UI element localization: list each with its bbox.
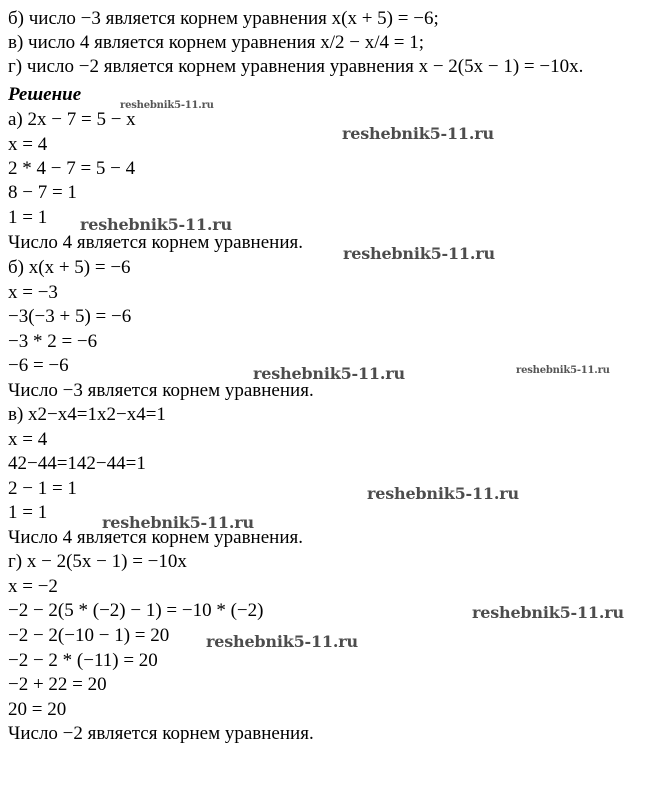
watermark: reshebnik5-11.ru: [342, 124, 494, 143]
watermark: reshebnik5-11.ru: [120, 100, 214, 111]
solution-g-conclusion: Число −2 является корнем уравнения.: [8, 723, 314, 744]
watermark: reshebnik5-11.ru: [206, 632, 358, 651]
problem-b-statement: б) число −3 является корнем уравнения x(x + 5) = −6;: [8, 8, 439, 29]
solution-line: −2 − 2(−10 − 1) = 20: [8, 625, 170, 646]
solution-line: −3 * 2 = −6: [8, 331, 98, 352]
solution-line: x = 4: [8, 134, 48, 155]
watermark: reshebnik5-11.ru: [516, 365, 610, 376]
watermark: reshebnik5-11.ru: [367, 484, 519, 503]
solution-line: x = −3: [8, 282, 58, 303]
solution-line: x = −2: [8, 576, 58, 597]
solution-line: 8 − 7 = 1: [8, 182, 77, 203]
solution-b-conclusion: Число −3 является корнем уравнения.: [8, 380, 314, 401]
problem-v-statement: в) число 4 является корнем уравнения x/2 − x/4 = 1;: [8, 32, 424, 53]
solution-a-equation: а) 2x − 7 = 5 − x: [8, 109, 136, 130]
solution-v-equation: в) x2−x4=1x2−x4=1: [8, 404, 166, 425]
problem-g-statement: г) число −2 является корнем уравнения уравнения x − 2(5x − 1) = −10x.: [8, 56, 584, 77]
watermark: reshebnik5-11.ru: [102, 513, 254, 532]
solution-line: 20 = 20: [8, 699, 67, 720]
solution-line: −2 − 2 * (−11) = 20: [8, 650, 158, 671]
solution-g-equation: г) x − 2(5x − 1) = −10x: [8, 551, 187, 572]
watermark: reshebnik5-11.ru: [80, 215, 232, 234]
solution-line: 42−44=142−44=1: [8, 453, 146, 474]
solution-line: −2 + 22 = 20: [8, 674, 107, 695]
solution-line: −6 = −6: [8, 355, 69, 376]
watermark: reshebnik5-11.ru: [472, 603, 624, 622]
solution-line: x = 4: [8, 429, 48, 450]
watermark: reshebnik5-11.ru: [343, 244, 495, 263]
solution-a-conclusion: Число 4 является корнем уравнения.: [8, 232, 303, 253]
solution-b-equation: б) x(x + 5) = −6: [8, 257, 131, 278]
solution-v-conclusion: Число 4 является корнем уравнения.: [8, 527, 303, 548]
solution-heading: Решение: [8, 84, 82, 105]
solution-line: 2 − 1 = 1: [8, 478, 77, 499]
solution-line: 1 = 1: [8, 207, 48, 228]
solution-line: −3(−3 + 5) = −6: [8, 306, 132, 327]
solution-line: 1 = 1: [8, 502, 48, 523]
solution-line: 2 * 4 − 7 = 5 − 4: [8, 158, 136, 179]
watermark: reshebnik5-11.ru: [253, 364, 405, 383]
solution-line: −2 − 2(5 * (−2) − 1) = −10 * (−2): [8, 600, 264, 621]
